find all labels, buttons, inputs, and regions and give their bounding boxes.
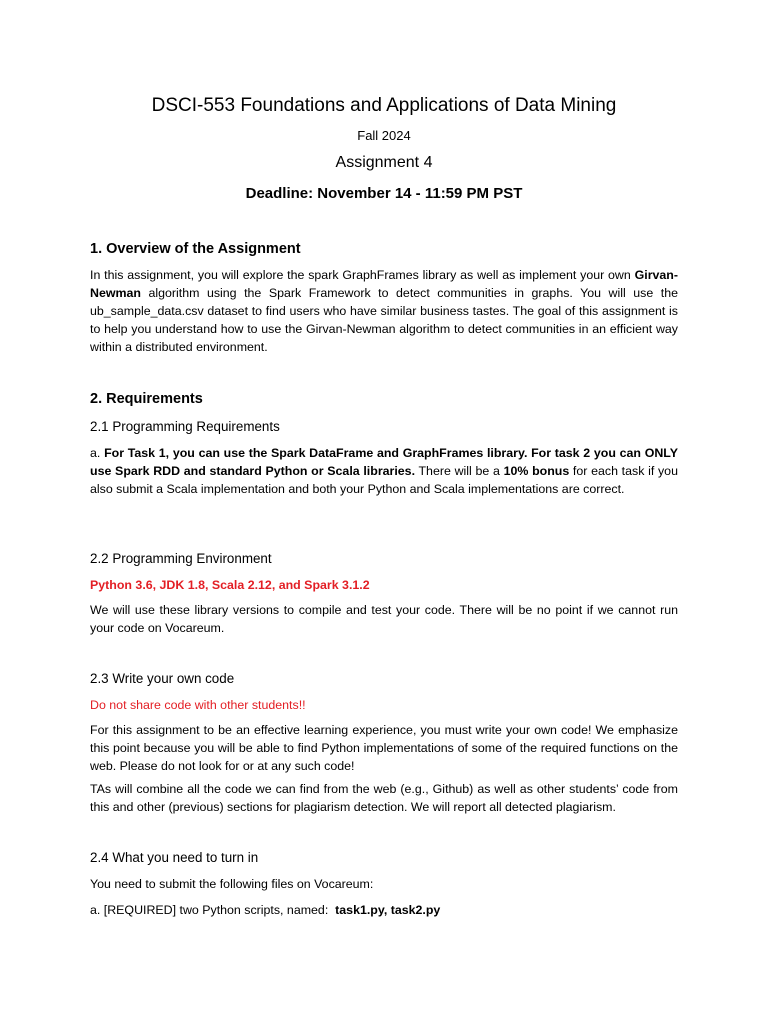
term-label: Fall 2024	[357, 128, 411, 143]
overview-heading: 1. Overview of the Assignment	[90, 241, 301, 257]
environment-paragraph: We will use these library versions to compile and test your code. There will be no point if we cannot run your code on Vocareum.	[90, 603, 678, 635]
no-sharing-warning: Do not share code with other students!!	[90, 698, 306, 712]
versions-line: Python 3.6, JDK 1.8, Scala 2.12, and Spark 3.1.2	[90, 578, 370, 592]
turn-in-heading: 2.4 What you need to turn in	[90, 850, 259, 865]
deadline-label: Deadline: November 14 - 11:59 PM PST	[245, 185, 523, 202]
assignment-label: Assignment 4	[335, 154, 433, 171]
turn-in-intro: You need to submit the following files on Vocareum:	[90, 877, 374, 891]
requirements-heading: 2. Requirements	[90, 391, 203, 407]
own-code-heading: 2.3 Write your own code	[90, 671, 235, 686]
turn-in-item-a: a. [REQUIRED] two Python scripts, named: task1.py, task2.py	[90, 903, 441, 917]
own-code-paragraph-2: TAs will combine all the code we can find from the web (e.g., Github) as well as other students’ code from this and other (previous) sections for plagiarism detection. We will report all detected plagiarism.	[90, 782, 678, 814]
own-code-paragraph-1: For this assignment to be an effective learning experience, you must write your own code! We emphasize this point because you will be able to find Python implementations of some of the required functions on the web. Please do not look for or at any such code!	[90, 723, 678, 773]
programming-requirements-heading: 2.1 Programming Requirements	[90, 419, 280, 434]
programming-environment-heading: 2.2 Programming Environment	[90, 551, 272, 566]
overview-paragraph: In this assignment, you will explore the spark GraphFrames library as well as implement your own Girvan-Newman algorithm using the Spark Framework to detect communities in graphs. You will use the ub_sample_data.csv dataset to find users who have similar business tastes. The goal of this assignment is to help you understand how to use the Girvan-Newman algorithm to detect communities in an efficient way within a distributed environment.	[90, 268, 678, 354]
document-title: DSCI-553 Foundations and Applications of Data Mining	[151, 95, 617, 116]
programming-requirements-paragraph: a. For Task 1, you can use the Spark DataFrame and GraphFrames library. For task 2 you can ONLY use Spark RDD and standard Python or Scala libraries. There will be a 10% bonus for each task if you also submit a Scala implementation and both your Python and Scala implementations are correct.	[90, 446, 679, 496]
